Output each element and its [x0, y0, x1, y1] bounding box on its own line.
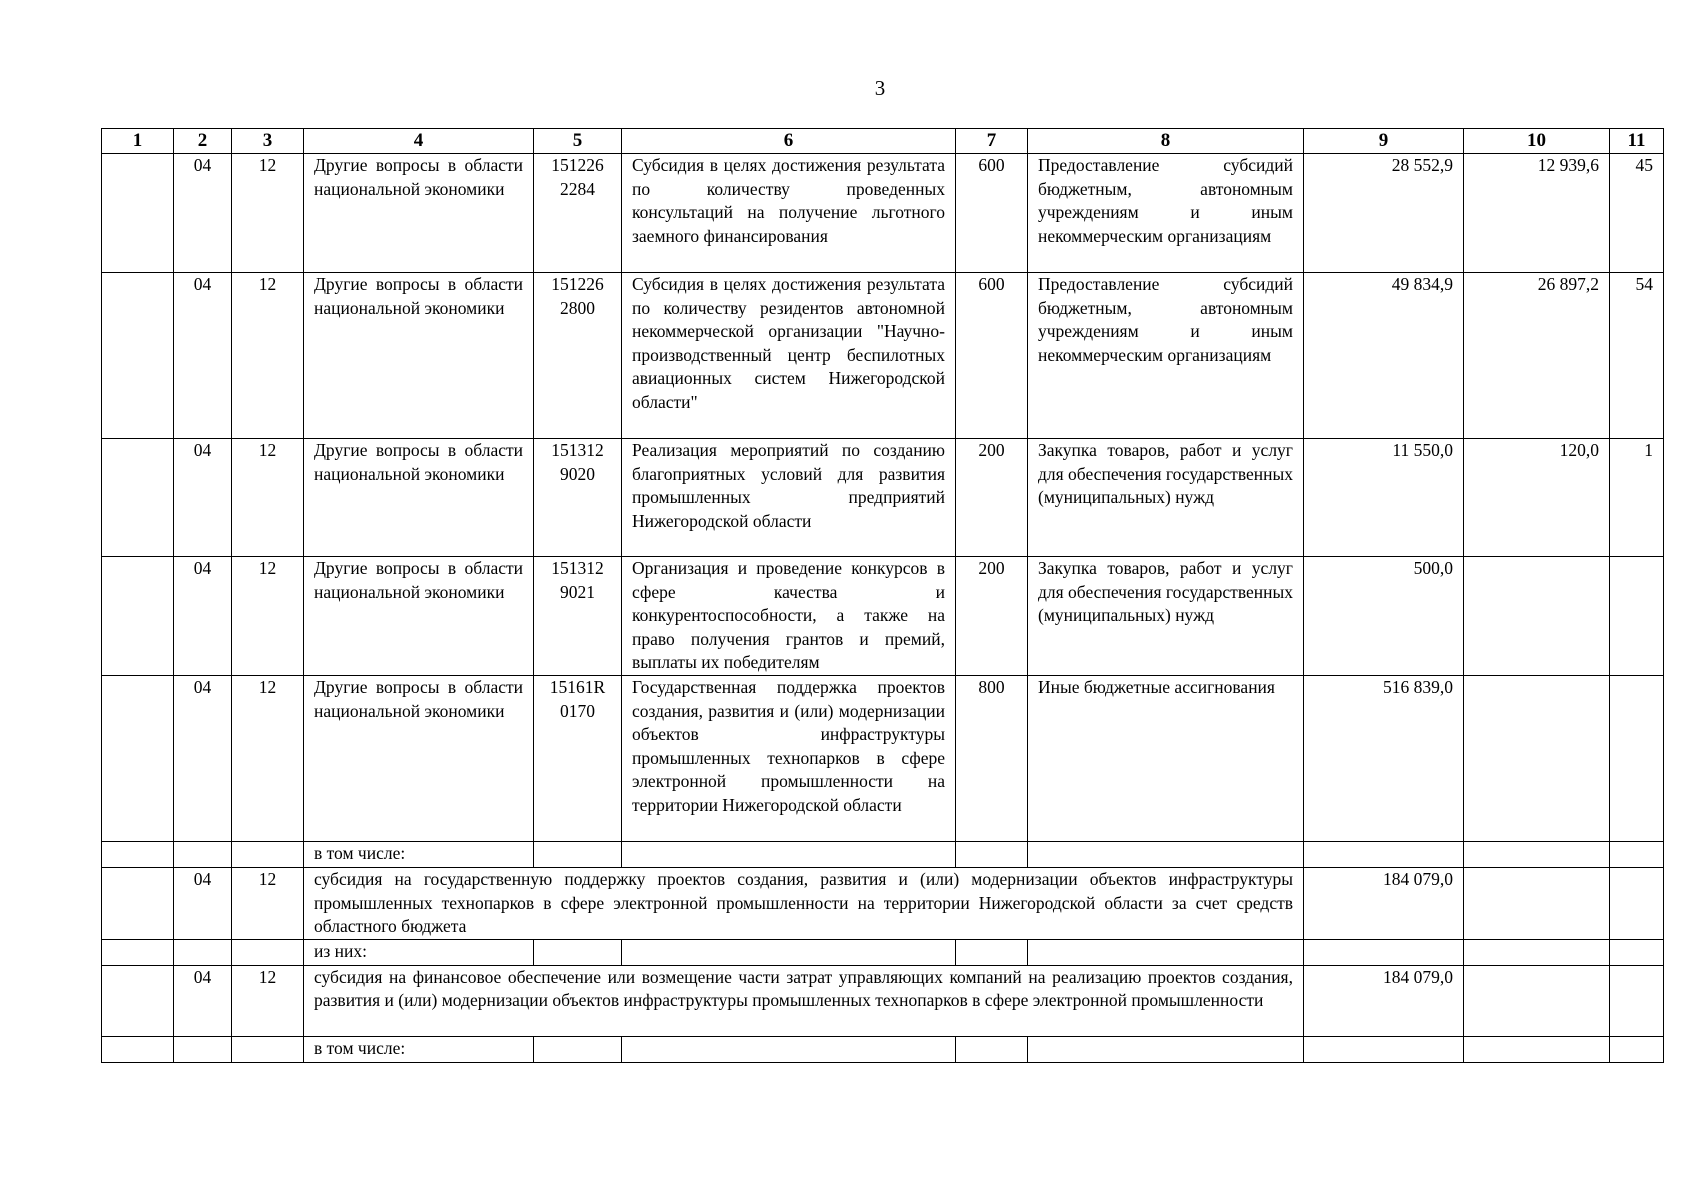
- target-code-cell: [534, 154, 622, 273]
- code-line: 15161R: [549, 676, 606, 697]
- table-cell: [534, 939, 622, 965]
- table-row-merged: [102, 965, 1664, 1036]
- section-code-cell: 04: [174, 965, 232, 1036]
- table-cell: [102, 675, 174, 841]
- expense-type-code-cell: 200: [956, 557, 1028, 676]
- amount-cell-9: 11 550,0: [1304, 439, 1464, 557]
- code-line: 2800: [560, 297, 595, 318]
- description-cell: Субсидия в целях достижения результата по количеству резидентов автономной некоммерческой организации "Научно-производственный центр беспилотных авиационных систем Нижегородской области": [622, 273, 956, 439]
- table-cell: [534, 841, 622, 867]
- table-row: [102, 273, 1664, 439]
- section-code-cell: 04: [174, 439, 232, 557]
- table-cell: [102, 557, 174, 676]
- code-line: 9021: [560, 581, 595, 602]
- amount-cell-9: 28 552,9: [1304, 154, 1464, 273]
- description-cell: Реализация мероприятий по созданию благоприятных условий для развития промышленных предприятий Нижегородской области: [622, 439, 956, 557]
- subsection-code-cell: 12: [232, 273, 304, 439]
- column-header: 2: [174, 129, 232, 154]
- amount-cell-10: 26 897,2: [1464, 273, 1610, 439]
- merged-description-cell: субсидия на государственную поддержку проектов создания, развития и (или) модернизации объектов инфраструктуры промышленных технопарков в сфере электронной промышленности на территории Нижегородской области за счет средств областного бюджета: [304, 867, 1304, 939]
- table-cell: [1464, 939, 1610, 965]
- value-cell-11: 45: [1610, 154, 1664, 273]
- table-cell: [1304, 1036, 1464, 1062]
- table-cell: [1028, 939, 1304, 965]
- section-code-cell: 04: [174, 675, 232, 841]
- expense-type-code-cell: 600: [956, 154, 1028, 273]
- column-header: 11: [1610, 129, 1664, 154]
- value-cell-11: [1610, 867, 1664, 939]
- expense-type-name-cell: Закупка товаров, работ и услуг для обеспечения государственных (муниципальных) нужд: [1028, 439, 1304, 557]
- amount-cell-10: 120,0: [1464, 439, 1610, 557]
- expense-type-code-cell: 800: [956, 675, 1028, 841]
- description-cell: Государственная поддержка проектов создания, развития и (или) модернизации объектов инфраструктуры промышленных технопарков в сфере электронной промышленности на территории Нижегородской области: [622, 675, 956, 841]
- section-name-cell: Другие вопросы в области национальной экономики: [304, 439, 534, 557]
- subsection-code-cell: 12: [232, 154, 304, 273]
- column-header: 9: [1304, 129, 1464, 154]
- table-row: [102, 154, 1664, 273]
- page-number: 3: [874, 76, 886, 100]
- table-cell: [956, 1036, 1028, 1062]
- value-cell-11: [1610, 675, 1664, 841]
- merged-description-cell: субсидия на финансовое обеспечение или возмещение части затрат управляющих компаний на реализацию проектов создания, развития и (или) модернизации объектов инфраструктуры промышленных технопарков в сфере электронной промышленности: [304, 965, 1304, 1036]
- table-cell: [534, 1036, 622, 1062]
- column-header: 7: [956, 129, 1028, 154]
- table-cell: [174, 1036, 232, 1062]
- table-cell: [1610, 939, 1664, 965]
- value-cell-11: [1610, 557, 1664, 676]
- section-name-cell: Другие вопросы в области национальной экономики: [304, 154, 534, 273]
- table-cell: [1304, 841, 1464, 867]
- of-them-label: из них:: [304, 939, 534, 965]
- code-line: 151226: [551, 274, 604, 294]
- amount-cell-10: [1464, 675, 1610, 841]
- table-cell: [102, 965, 174, 1036]
- table-cell: [1610, 841, 1664, 867]
- subsection-code-cell: 12: [232, 439, 304, 557]
- amount-cell-10: 12 939,6: [1464, 154, 1610, 273]
- section-code-cell: 04: [174, 273, 232, 439]
- table-cell: [102, 1036, 174, 1062]
- subsection-code-cell: 12: [232, 965, 304, 1036]
- table-cell: [174, 841, 232, 867]
- amount-cell-9: 49 834,9: [1304, 273, 1464, 439]
- table-row: [102, 675, 1664, 841]
- table-row: [102, 557, 1664, 676]
- subsection-code-cell: 12: [232, 557, 304, 676]
- expense-type-name-cell: Закупка товаров, работ и услуг для обеспечения государственных (муниципальных) нужд: [1028, 557, 1304, 676]
- table-cell: [102, 439, 174, 557]
- table-cell: [102, 939, 174, 965]
- table-cell: [1028, 841, 1304, 867]
- amount-cell-9: 516 839,0: [1304, 675, 1464, 841]
- code-line: 151312: [551, 440, 604, 460]
- column-header: 1: [102, 129, 174, 154]
- section-name-cell: Другие вопросы в области национальной экономики: [304, 273, 534, 439]
- table-row: [102, 439, 1664, 557]
- code-line: 2284: [560, 178, 595, 199]
- code-line: 151226: [551, 155, 604, 175]
- table-cell: [1464, 841, 1610, 867]
- table-row-including: [102, 1036, 1664, 1062]
- subsection-code-cell: 12: [232, 675, 304, 841]
- section-name-cell: Другие вопросы в области национальной экономики: [304, 675, 534, 841]
- table-cell: [1304, 939, 1464, 965]
- description-cell: Субсидия в целях достижения результата по количеству проведенных консультаций на получение льготного заемного финансирования: [622, 154, 956, 273]
- table-row-merged: [102, 867, 1664, 939]
- table-cell: [102, 867, 174, 939]
- value-cell-11: 1: [1610, 439, 1664, 557]
- amount-cell-9: 184 079,0: [1304, 965, 1464, 1036]
- target-code-cell: [534, 675, 622, 841]
- description-cell: Организация и проведение конкурсов в сфере качества и конкурентоспособности, а также на право получения грантов и премий, выплаты их победителям: [622, 557, 956, 676]
- table-cell: [1028, 1036, 1304, 1062]
- table-row-including: [102, 841, 1664, 867]
- subsection-code-cell: 12: [232, 867, 304, 939]
- target-code-cell: [534, 439, 622, 557]
- column-header: 8: [1028, 129, 1304, 154]
- table-cell: [232, 939, 304, 965]
- column-header: 5: [534, 129, 622, 154]
- section-code-cell: 04: [174, 557, 232, 676]
- including-label: в том числе:: [304, 1036, 534, 1062]
- target-code-cell: [534, 557, 622, 676]
- budget-table: [101, 128, 1664, 1063]
- table-cell: [174, 939, 232, 965]
- amount-cell-10: [1464, 557, 1610, 676]
- column-header: 10: [1464, 129, 1610, 154]
- table-cell: [622, 841, 956, 867]
- table-cell: [956, 841, 1028, 867]
- table-row-of-them: [102, 939, 1664, 965]
- code-line: 0170: [560, 700, 595, 721]
- value-cell-11: [1610, 965, 1664, 1036]
- target-code-cell: [534, 273, 622, 439]
- section-code-cell: 04: [174, 154, 232, 273]
- code-line: 9020: [560, 463, 595, 484]
- column-header: 4: [304, 129, 534, 154]
- table-cell: [622, 939, 956, 965]
- amount-cell-10: [1464, 867, 1610, 939]
- table-cell: [956, 939, 1028, 965]
- section-name-cell: Другие вопросы в области национальной экономики: [304, 557, 534, 676]
- table-cell: [232, 1036, 304, 1062]
- table-cell: [102, 273, 174, 439]
- table-cell: [1464, 1036, 1610, 1062]
- table-cell: [1610, 1036, 1664, 1062]
- amount-cell-9: 500,0: [1304, 557, 1464, 676]
- amount-cell-9: 184 079,0: [1304, 867, 1464, 939]
- value-cell-11: 54: [1610, 273, 1664, 439]
- column-header: 6: [622, 129, 956, 154]
- expense-type-code-cell: 200: [956, 439, 1028, 557]
- expense-type-name-cell: Предоставление субсидий бюджетным, автономным учреждениям и иным некоммерческим организациям: [1028, 273, 1304, 439]
- expense-type-name-cell: Иные бюджетные ассигнования: [1028, 675, 1304, 841]
- code-line: 151312: [551, 558, 604, 578]
- expense-type-name-cell: Предоставление субсидий бюджетным, автономным учреждениям и иным некоммерческим организациям: [1028, 154, 1304, 273]
- expense-type-code-cell: 600: [956, 273, 1028, 439]
- table-cell: [232, 841, 304, 867]
- column-number-header-row: [102, 129, 1664, 154]
- table-cell: [102, 154, 174, 273]
- column-header: 3: [232, 129, 304, 154]
- table-cell: [102, 841, 174, 867]
- including-label: в том числе:: [304, 841, 534, 867]
- amount-cell-10: [1464, 965, 1610, 1036]
- table-cell: [622, 1036, 956, 1062]
- section-code-cell: 04: [174, 867, 232, 939]
